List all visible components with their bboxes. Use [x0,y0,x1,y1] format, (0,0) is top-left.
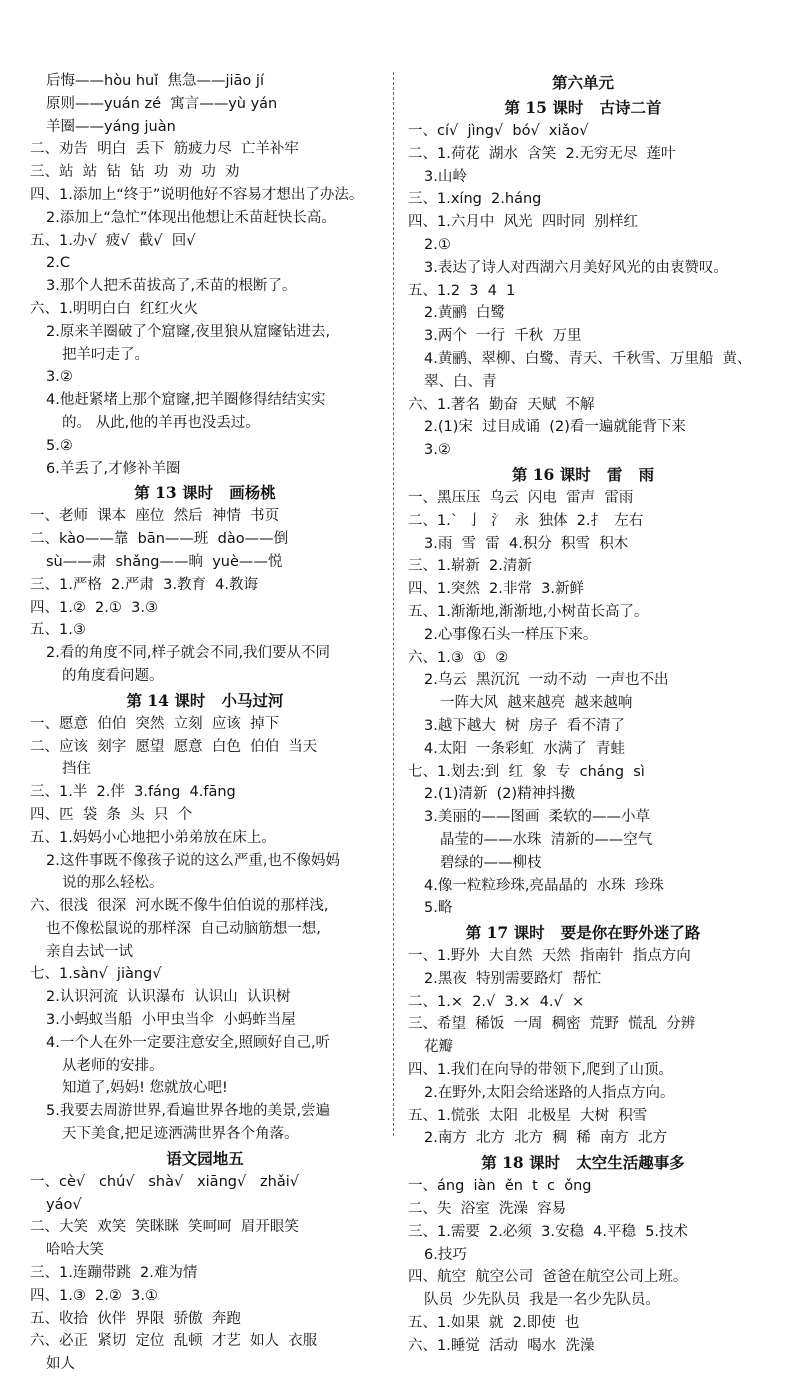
answer-line: 五、收拾 伙伴 界限 骄傲 奔跑 [30,1310,241,1327]
answer-line: 说的那么轻松。 [62,875,164,892]
right-column [408,70,758,1358]
answer-line: 六、1.明明白白 红红火火 [30,300,199,317]
answer-line: 三、1.连蹦带跳 2.难为情 [30,1265,198,1282]
answer-line: 挡住 [62,761,91,778]
answer-line: 也不像松鼠说的那样深 自己动脑筋想一想, [46,920,321,937]
section-heading: 第 16 课时 雷 雨 [511,464,655,484]
answer-line: 二、大笑 欢笑 笑眯眯 笑呵呵 眉开眼笑 [30,1219,299,1236]
section-heading: 第 14 课时 小马过河 [126,690,284,710]
answer-line: 亲自去试一试 [46,943,133,960]
answer-line: 4.一个人在外一定要注意安全,照顾好自己,听 [46,1034,331,1051]
answer-line: 翠、白、青 [424,373,497,390]
answer-line: 四、1.② 2.① 3.③ [30,599,158,616]
answer-line: 天下美食,把足迹洒满世界各个角落。 [62,1126,299,1143]
answer-line: 2.乌云 黑沉沉 一动不动 一声也不出 [424,672,669,689]
answer-line: 三、1.半 2.伴 3.fáng 4.fāng [30,784,236,801]
answer-line: 哈哈大笑 [46,1242,104,1259]
section-heading: 第 18 课时 太空生活趣事多 [481,1153,685,1173]
answer-line: 一、愿意 伯伯 突然 立刻 应该 掉下 [30,715,280,732]
answer-line: 3.雨 雪 雷 4.积分 积雪 积木 [424,535,629,552]
answer-line: 的角度看问题。 [62,667,164,684]
answer-line: 把羊叼走了。 [62,346,149,363]
answer-line: 花瓣 [424,1039,453,1056]
left-column [30,70,380,1376]
answer-line: 二、劝告 明白 丢下 筋疲力尽 亡羊补牢 [30,141,299,158]
answer-line: 队员 少先队员 我是一名少先队员。 [424,1292,660,1309]
answer-line: 六、很浅 很深 河水既不像牛伯伯说的那样浅, [30,898,329,915]
answer-line: 七、1.划去:到 红 象 专 cháng sì [408,763,645,780]
section-heading: 第六单元 [551,73,614,92]
answer-line: 羊圈——yáng juàn [46,118,176,135]
answer-line: 二、失 浴室 洗澡 容易 [408,1201,567,1218]
answer-line: 后悔——hòu huǐ 焦急——jiāo jí [46,73,264,89]
answer-line: 六、1.睡觉 活动 喝水 洗澡 [408,1337,595,1354]
answer-line: 3.那个人把禾苗拔高了,禾苗的根断了。 [46,278,297,295]
answer-line: 四、1.突然 2.非常 3.新鲜 [408,581,584,598]
answer-line: 三、1.需要 2.必须 3.安稳 4.平稳 5.技术 [408,1223,689,1240]
answer-line: 四、1.六月中 风光 四时同 别样红 [408,214,638,231]
answer-line: 2.南方 北方 北方 稠 稀 南方 北方 [424,1130,668,1147]
answer-line: 3.② [46,369,73,386]
answer-line: 五、1.如果 就 2.即使 也 [408,1315,580,1332]
answer-line: 6.技巧 [424,1246,467,1263]
answer-line: 2.在野外,太阳会给迷路的人指点方向。 [424,1084,675,1101]
answer-line: sù——肃 shǎng——晌 yuè——悦 [46,553,283,570]
answer-line: 5.我要去周游世界,看遍世界各地的美景,尝遍 [46,1103,331,1120]
answer-line: 碧绿的——柳枝 [440,854,542,871]
column-divider [393,72,394,1136]
answer-line: 2.添加上“急忙”体现出他想让禾苗赶快长高。 [46,209,336,226]
answer-line: 从老师的安排。 [62,1057,164,1074]
answer-line: 3.表达了诗人对西湖六月美好风光的由衷赞叹。 [424,259,728,276]
answer-line: 2.黑夜 特别需要路灯 帮忙 [424,970,602,987]
answer-line: 三、1.xíng 2.háng [408,191,542,208]
answer-line: 五、1.妈妈小心地把小弟弟放在床上。 [30,829,276,846]
answer-line: 2.看的角度不同,样子就会不同,我们要从不同 [46,645,331,662]
answer-line: 六、必正 紧切 定位 乱顿 才艺 如人 衣服 [30,1333,318,1350]
section-heading: 第 13 课时 画杨桃 [134,483,276,503]
answer-line: 知道了,妈妈! 您就放心吧! [62,1080,228,1097]
answer-line: 五、1.慌张 太阳 北极星 大树 积雪 [408,1107,648,1124]
section-heading: 语文园地五 [166,1148,244,1168]
answer-line: 如人 [46,1356,75,1373]
answer-line: 2.① [424,236,451,253]
answer-line: 四、航空 航空公司 爸爸在航空公司上班。 [408,1269,688,1286]
answer-line: 四、1.我们在向导的带领下,爬到了山顶。 [408,1062,673,1079]
answer-line: 一、1.野外 大自然 天然 指南针 指点方向 [408,948,691,965]
answer-line: 3.山岭 [424,168,467,185]
answer-line: 2.原来羊圈破了个窟窿,夜里狼从窟窿钻进去, [46,323,331,340]
answer-line: 5.略 [424,900,453,917]
answer-line: 一、老师 课本 座位 然后 神情 书页 [30,508,280,525]
answer-line: 六、1.③ ① ② [408,649,509,666]
answer-line: 3.② [424,442,451,459]
answer-line: 4.他赶紧堵上那个窟窿,把羊圈修得结结实实 [46,392,326,409]
answer-line: 3.两个 一行 千秋 万里 [424,328,582,345]
answer-line: 2.(1)宋 过目成诵 (2)看一遍就能背下来 [424,419,686,436]
answer-line: 二、kào——靠 bān——班 dào——倒 [30,531,289,548]
answer-line: 一、cè√ chú√ shà√ xiāng√ zhǎi√ [30,1173,299,1190]
answer-line: 4.像一粒粒珍珠,亮晶晶的 水珠 珍珠 [424,877,664,894]
answer-line: 三、站 站 钻 钻 功 劝 功 劝 [30,164,240,181]
answer-line: 一、cí√ jìng√ bó√ xiǎo√ [408,123,589,139]
answer-line: 2.这件事既不像孩子说的这么严重,也不像妈妈 [46,852,340,869]
section-heading: 第 17 课时 要是你在野外迷了路 [465,923,701,943]
answer-line: 五、1.渐渐地,渐渐地,小树苗长高了。 [408,603,649,620]
answer-line: 七、1.sàn√ jiàng√ [30,966,162,983]
answer-line: 3.越下越大 树 房子 看不清了 [424,717,625,734]
answer-line: 5.② [46,437,73,454]
answer-line: 二、应该 刻字 愿望 愿意 白色 伯伯 当天 [30,738,318,755]
answer-line: yáo√ [46,1196,82,1213]
answer-line: 一、áng iàn ěn t c ǒng [408,1178,592,1195]
answer-line: 二、1.` 亅 氵 永 独体 2.扌 左右 [408,512,644,529]
answer-line: 五、1.③ [30,622,86,639]
answer-line: 原则——yuán zé 寓言——yù yán [46,95,278,112]
answer-line: 二、1.荷花 湖水 含笑 2.无穷无尽 莲叶 [408,145,676,162]
answer-line: 一阵大风 越来越亮 越来越响 [440,695,633,712]
answer-line: 2.(1)清新 (2)精神抖擞 [424,786,576,803]
answer-line: 六、1.著名 勤奋 天赋 不解 [408,396,595,413]
answer-line: 3.美丽的——图画 柔软的——小草 [424,809,651,826]
answer-line: 三、希望 稀饭 一周 稠密 荒野 慌乱 分辨 [408,1016,696,1033]
answer-line: 的。 从此,他的羊再也没丢过。 [62,414,260,431]
answer-line: 2.黄鹂 白鹭 [424,305,506,322]
answer-line: 三、1.崭新 2.清新 [408,558,532,575]
answer-line: 2.心事像石头一样压下来。 [424,626,598,643]
answer-line: 一、黑压压 乌云 闪电 雷声 雷雨 [408,489,634,506]
answer-line: 4.太阳 一条彩虹 水满了 青蛙 [424,740,625,757]
answer-line: 3.小蚂蚁当船 小甲虫当伞 小蚂蚱当屋 [46,1012,296,1029]
section-heading: 第 15 课时 古诗二首 [504,98,662,117]
answer-line: 五、1.办√ 疲√ 截√ 回√ [30,232,196,249]
answer-line: 四、匹 袋 条 头 只 个 [30,806,193,823]
answer-line: 6.羊丢了,才修补羊圈 [46,460,181,477]
answer-line: 晶莹的——水珠 清新的——空气 [440,831,653,848]
answer-line: 四、1.添加上“终于”说明他好不容易才想出了办法。 [30,186,364,203]
answer-line: 四、1.③ 2.② 3.① [30,1287,158,1304]
answer-line: 2.认识河流 认识瀑布 认识山 认识树 [46,989,291,1006]
answer-line: 4.黄鹂、翠柳、白鹭、青天、千秋雪、万里船 黄、 [424,350,752,367]
answer-line: 2.C [46,255,70,272]
answer-line: 三、1.严格 2.严肃 3.教育 4.教诲 [30,576,258,593]
answer-line: 五、1.2 3 4 1 [408,282,516,299]
answer-line: 二、1.× 2.√ 3.× 4.√ × [408,993,585,1010]
